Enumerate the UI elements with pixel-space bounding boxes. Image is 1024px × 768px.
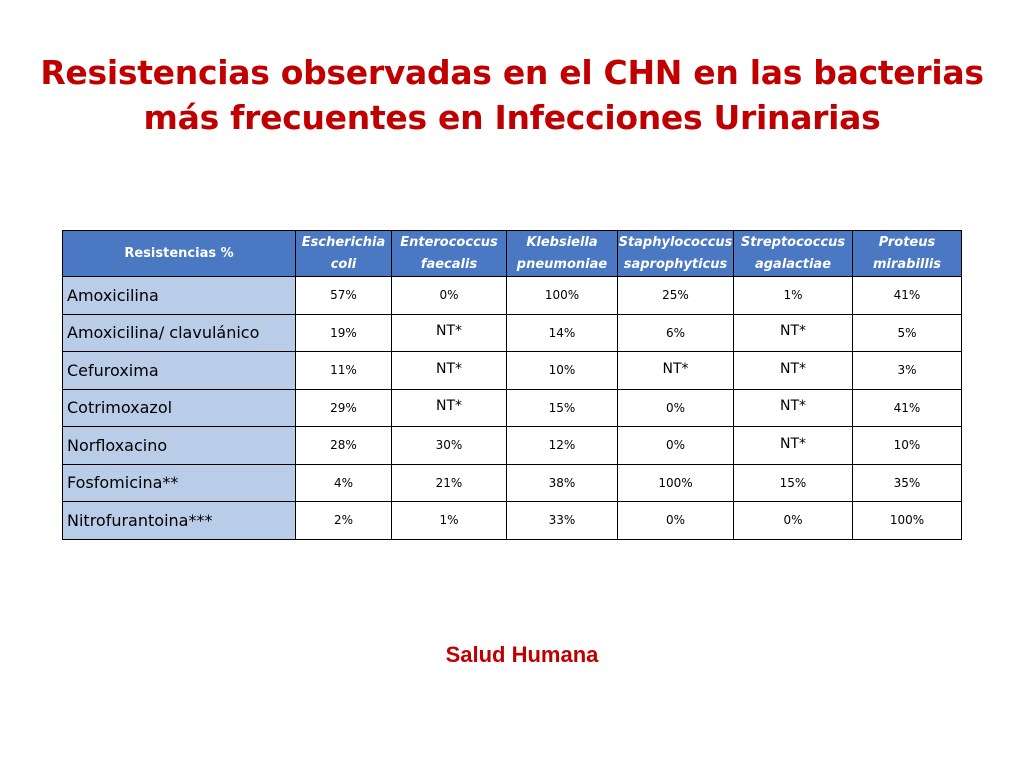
table-row: [63, 277, 962, 315]
slide-title: [0, 50, 1024, 140]
resistance-value: 25%: [618, 277, 734, 315]
table-row: [63, 314, 962, 352]
resistance-table: [62, 230, 962, 540]
antibiotic-label: Nitrofurantoina***: [63, 502, 296, 540]
footer-label: Salud Humana: [445, 642, 599, 667]
resistance-value: 0%: [392, 277, 507, 315]
resistance-value: 10%: [853, 427, 962, 465]
resistance-value: 6%: [618, 314, 734, 352]
column-header-escherichia-coli: [296, 231, 392, 277]
resistance-value: 15%: [507, 389, 618, 427]
table-corner-header: Resistencias %: [63, 231, 296, 277]
resistance-value: 14%: [507, 314, 618, 352]
column-header-line: coli: [330, 256, 357, 272]
antibiotic-label: Amoxicilina: [63, 277, 296, 315]
resistance-value: NT*: [734, 352, 853, 390]
column-header-line: Staphylococcus: [618, 234, 733, 250]
resistance-value: 29%: [296, 389, 392, 427]
resistance-value: 2%: [296, 502, 392, 540]
table-row: [63, 464, 962, 502]
resistance-value: 0%: [618, 427, 734, 465]
resistance-value: NT*: [734, 314, 853, 352]
column-header-staphylococcus-saprophyticus: [618, 231, 734, 277]
resistance-value: 3%: [853, 352, 962, 390]
column-header-streptococcus-agalactiae: [734, 231, 853, 277]
antibiotic-label: Cotrimoxazol: [63, 389, 296, 427]
column-header-line: agalactiae: [754, 256, 832, 272]
resistance-value: 1%: [734, 277, 853, 315]
column-header-klebsiella-pneumoniae: [507, 231, 618, 277]
resistance-value: 100%: [507, 277, 618, 315]
table-row: [63, 502, 962, 540]
resistance-value: 21%: [392, 464, 507, 502]
resistance-value: 38%: [507, 464, 618, 502]
resistance-value: 41%: [853, 389, 962, 427]
slide-title-line-2: más frecuentes en Infecciones Urinarias: [143, 98, 881, 137]
resistance-value: NT*: [734, 427, 853, 465]
resistance-value: 35%: [853, 464, 962, 502]
antibiotic-label: Fosfomicina**: [63, 464, 296, 502]
resistance-value: 0%: [618, 502, 734, 540]
resistance-value: 57%: [296, 277, 392, 315]
table-row: [63, 427, 962, 465]
resistance-value: 15%: [734, 464, 853, 502]
column-header-line: faecalis: [420, 256, 478, 272]
resistance-value: 10%: [507, 352, 618, 390]
resistance-value: 33%: [507, 502, 618, 540]
resistance-value: 1%: [392, 502, 507, 540]
resistance-value: 100%: [618, 464, 734, 502]
column-header-enterococcus-faecalis: [392, 231, 507, 277]
resistance-value: 19%: [296, 314, 392, 352]
table-header-row: [63, 231, 962, 277]
resistance-value: 4%: [296, 464, 392, 502]
slide-title-line-1: Resistencias observadas en el CHN en las bacterias: [40, 53, 984, 92]
resistance-value: NT*: [618, 352, 734, 390]
column-header-line: saprophyticus: [623, 256, 728, 272]
resistance-value: 100%: [853, 502, 962, 540]
table-row: [63, 352, 962, 390]
antibiotic-label: Cefuroxima: [63, 352, 296, 390]
column-header-proteus-mirabillis: [853, 231, 962, 277]
resistance-value: NT*: [392, 352, 507, 390]
resistance-value: 11%: [296, 352, 392, 390]
column-header-line: Enterococcus: [400, 234, 498, 250]
table-row: [63, 389, 962, 427]
column-header-line: mirabillis: [872, 256, 942, 272]
resistance-value: 12%: [507, 427, 618, 465]
column-header-line: Streptococcus: [740, 234, 846, 250]
column-header-line: Escherichia: [301, 234, 386, 250]
antibiotic-label: Norfloxacino: [63, 427, 296, 465]
column-header-line: Klebsiella: [526, 234, 598, 250]
antibiotic-label: Amoxicilina/ clavulánico: [63, 314, 296, 352]
resistance-value: 0%: [734, 502, 853, 540]
resistance-value: NT*: [392, 389, 507, 427]
resistance-value: 5%: [853, 314, 962, 352]
column-header-line: Proteus: [878, 234, 936, 250]
resistance-value: NT*: [392, 314, 507, 352]
resistance-value: 30%: [392, 427, 507, 465]
resistance-value: 41%: [853, 277, 962, 315]
column-header-line: pneumoniae: [516, 256, 608, 272]
resistance-value: 28%: [296, 427, 392, 465]
resistance-value: NT*: [734, 389, 853, 427]
resistance-value: 0%: [618, 389, 734, 427]
table-body: [63, 277, 962, 540]
